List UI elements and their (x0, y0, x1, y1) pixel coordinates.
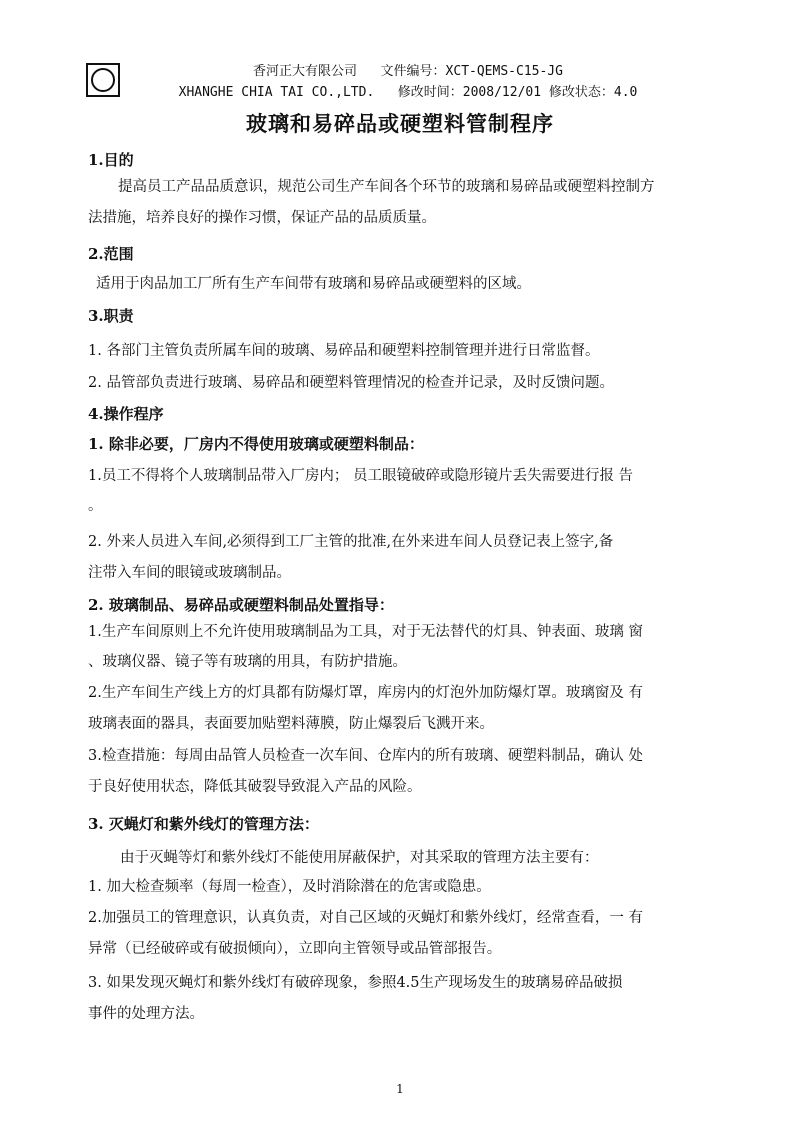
subsection-4-2-item-1-line-1: 1.生产车间原则上不允许使用玻璃制品为工具，对于无法替代的灯具、钟表面、玻璃 窗 (88, 624, 643, 640)
subsection-4-3-item-3-line-1: 3. 如果发现灭蝇灯和紫外线灯有破碎现象，参照4.5生产现场发生的玻璃易碎品破损 (88, 975, 623, 991)
header-company-en: XHANGHE CHIA TAI CO.,LTD. (178, 85, 375, 100)
section-2-heading: 2.范围 (88, 245, 134, 263)
section-3-item-1: 1. 各部门主管负责所属车间的玻璃、易碎品和硬塑料控制管理并进行日常监督。 (88, 343, 600, 359)
section-2-para: 适用于肉品加工厂所有生产车间带有玻璃和易碎品或硬塑料的区域。 (96, 276, 531, 292)
subsection-4-2-item-3-line-2: 于良好使用状态，降低其破裂导致混入产品的风险。 (88, 779, 422, 795)
subsection-4-2-item-3-line-1: 3.检查措施：每周由品管人员检查一次车间、仓库内的所有玻璃、硬塑料制品，确认 处 (88, 748, 643, 764)
header-doc-number: 文件编号：XCT-QEMS-C15-JG (380, 64, 563, 79)
subsection-4-3-heading: 3. 灭蝇灯和紫外线灯的管理方法： (88, 815, 319, 833)
subsection-4-1-heading: 1. 除非必要，厂房内不得使用玻璃或硬塑料制品： (88, 435, 424, 453)
subsection-4-3-item-3-line-2: 事件的处理方法。 (88, 1006, 204, 1022)
subsection-4-3-item-2-line-2: 异常（已经破碎或有破损倾向），立即向主管领导或品管部报告。 (88, 941, 502, 957)
section-4-heading: 4.操作程序 (88, 405, 164, 423)
header-revision-status: 修改状态：4.0 (548, 85, 638, 100)
subsection-4-3-item-1: 1. 加大检查频率（每周一检查），及时消除潜在的危害或隐患。 (88, 879, 491, 895)
header-revision-date: 修改时间：2008/12/01 (397, 85, 542, 100)
section-1-para-line-1: 提高员工产品品质意识，规范公司生产车间各个环节的玻璃和易碎品或硬塑料控制方 (118, 179, 655, 195)
subsection-4-2-heading: 2. 玻璃制品、易碎品或硬塑料制品处置指导： (88, 596, 394, 614)
subsection-4-1-item-2-line-1: 2. 外来人员进入车间,必须得到工厂主管的批准,在外来进车间人员登记表上签字,备 (88, 534, 614, 550)
section-3-heading: 3.职责 (88, 307, 134, 325)
header-company-cn: 香河正大有限公司 (253, 64, 358, 79)
section-3-item-2: 2. 品管部负责进行玻璃、易碎品和硬塑料管理情况的检查并记录，及时反馈问题。 (88, 375, 614, 391)
header-line-2 (0, 81, 800, 100)
subsection-4-2-item-2-line-2: 玻璃表面的器具，表面要加贴塑料薄膜，防止爆裂后飞溅开来。 (88, 716, 494, 732)
subsection-4-2-item-1-line-2: 、玻璃仪器、镜子等有玻璃的用具，有防护措施。 (88, 654, 407, 670)
subsection-4-3-item-2-line-1: 2.加强员工的管理意识，认真负责，对自己区域的灭蝇灯和紫外线灯，经常查看，一 有 (88, 910, 643, 926)
subsection-4-1-item-1-line-2: 。 (88, 498, 103, 514)
subsection-4-2-item-2-line-1: 2.生产车间生产线上方的灯具都有防爆灯罩，库房内的灯泡外加防爆灯罩。玻璃窗及 有 (88, 685, 643, 701)
subsection-4-1-item-2-line-2: 注带入车间的眼镜或玻璃制品。 (88, 565, 291, 581)
document-title: 玻璃和易碎品或硬塑料管制程序 (246, 111, 554, 136)
subsection-4-3-intro: 由于灭蝇等灯和紫外线灯不能使用屏蔽保护，对其采取的管理方法主要有： (120, 850, 599, 866)
header-line-1 (0, 60, 800, 79)
section-1-heading: 1.目的 (88, 151, 134, 169)
subsection-4-1-item-1-line-1: 1.员工不得将个人玻璃制品带入厂房内； 员工眼镜破碎或隐形镜片丢失需要进行报 告 (88, 468, 634, 484)
page-number: 1 (396, 1082, 404, 1096)
section-1-para-line-2: 法措施，培养良好的操作习惯，保证产品的品质质量。 (88, 210, 436, 226)
